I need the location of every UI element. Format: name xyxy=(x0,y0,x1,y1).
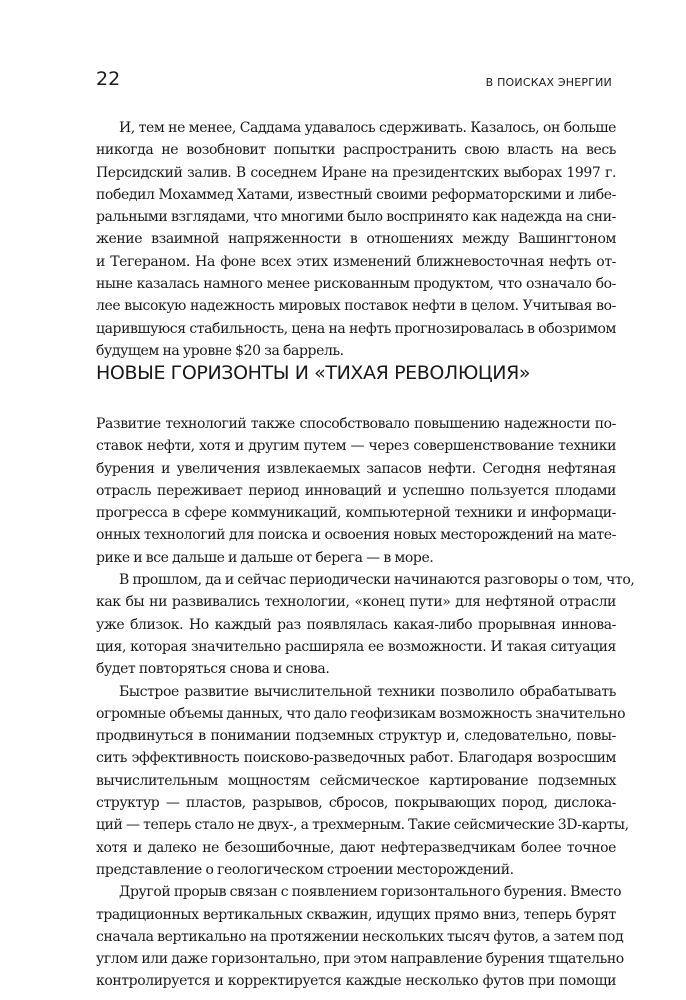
text-line: лее высокую надежность мировых поставок нефти в целом. Учитывая во- xyxy=(96,298,616,315)
text-line: ция, которая значительно расширяла ее возможности. И такая ситуация xyxy=(96,638,616,655)
text-line: как бы ни развивались технологии, «конец пути» для нефтяной отрасли xyxy=(96,594,616,611)
section-body xyxy=(96,413,635,993)
text-line: Персидский залив. В соседнем Иране на президентских выборах 1997 г. xyxy=(96,164,616,181)
text-line: огромные объемы данных, что дало геофизикам возможность значительно xyxy=(96,705,626,722)
text-line: Быстрое развитие вычислительной техники позволило обрабатывать xyxy=(119,683,616,700)
text-line: сначала вертикально на протяжении нескольких тысяч футов, а затем под xyxy=(96,928,624,945)
text-line: будет повторяться снова и снова. xyxy=(96,661,330,678)
text-line: отрасль переживает период инноваций и успешно пользуется плодами xyxy=(96,482,616,499)
text-line: углом или даже горизонтально, при этом направление бурения тщательно xyxy=(96,951,624,968)
text-line: царившуюся стабильность, цена на нефть прогнозировалась в обозримом xyxy=(96,320,616,337)
paragraph-continuation xyxy=(96,117,616,362)
text-line: традиционных вертикальных скважин, идущих прямо вниз, теперь бурят xyxy=(96,906,616,923)
section-heading: НОВЫЕ ГОРИЗОНТЫ И «ТИХАЯ РЕВОЛЮЦИЯ» xyxy=(96,362,531,384)
text-line: победил Мохаммед Хатами, известный своими реформаторскими и либе- xyxy=(96,186,616,203)
text-line: В прошлом, да и сейчас периодически начинаются разговоры о том, что, xyxy=(119,572,635,589)
text-line: ныне казалась намного менее рискованным продуктом, что означало бо- xyxy=(96,276,616,293)
text-line: ций — теперь стало не двух-, а трехмерным. Такие сейсмические 3D-карты, xyxy=(96,817,629,834)
text-line: представление о геологическом строении месторождений. xyxy=(96,861,514,878)
text-line: прогресса в сфере коммуникаций, компьютерной техники и информаци- xyxy=(96,505,616,522)
text-line: уже близок. Но каждый раз появлялась какая-либо прорывная иннова- xyxy=(96,616,616,633)
text-line: Развитие технологий также способствовало повышению надежности по- xyxy=(96,416,616,432)
page-number: 22 xyxy=(96,68,121,90)
text-line: вычислительным мощностям сейсмическое картирование подземных xyxy=(96,772,616,789)
text-line: сить эффективность поисково-разведочных работ. Благодаря возросшим xyxy=(96,750,616,767)
text-line: рике и все дальше и дальше от берега — в море. xyxy=(96,549,434,566)
text-line: никогда не возобновит попытки распространить свою власть на весь xyxy=(96,142,616,159)
text-line: продвинуться в понимании подземных структур и, следовательно, повы- xyxy=(96,728,616,745)
text-line: структур — пластов, разрывов, сбросов, покрывающих пород, дислока- xyxy=(96,795,616,812)
text-line: бурения и увеличения извлекаемых запасов нефти. Сегодня нефтяная xyxy=(96,460,616,477)
text-line: будущем на уровне $20 за баррель. xyxy=(96,342,344,359)
running-head: В ПОИСКАХ ЭНЕРГИИ xyxy=(485,76,612,89)
text-line: Другой прорыв связан с появлением горизонтального бурения. Вместо xyxy=(119,884,622,901)
text-line: ральными взглядами, что многими было воспринято как надежда на сни- xyxy=(96,209,616,226)
text-line: и Тегераном. На фоне всех этих изменений ближневосточная нефть от- xyxy=(96,253,616,270)
text-line: ставок нефти, хотя и другим путем — через совершенствование техники xyxy=(96,438,616,455)
text-line: И, тем не менее, Саддама удавалось сдерживать. Казалось, он больше xyxy=(119,120,616,136)
text-line: онных технологий для поиска и освоения новых месторождений на мате- xyxy=(96,527,616,544)
text-line: хотя и далеко не безошибочные, дают нефтеразведчикам более точное xyxy=(96,839,616,856)
text-line: жение взаимной напряженности в отношениях между Вашингтоном xyxy=(96,231,616,248)
text-line: контролируется и корректируется каждые несколько футов при помощи xyxy=(96,973,616,990)
